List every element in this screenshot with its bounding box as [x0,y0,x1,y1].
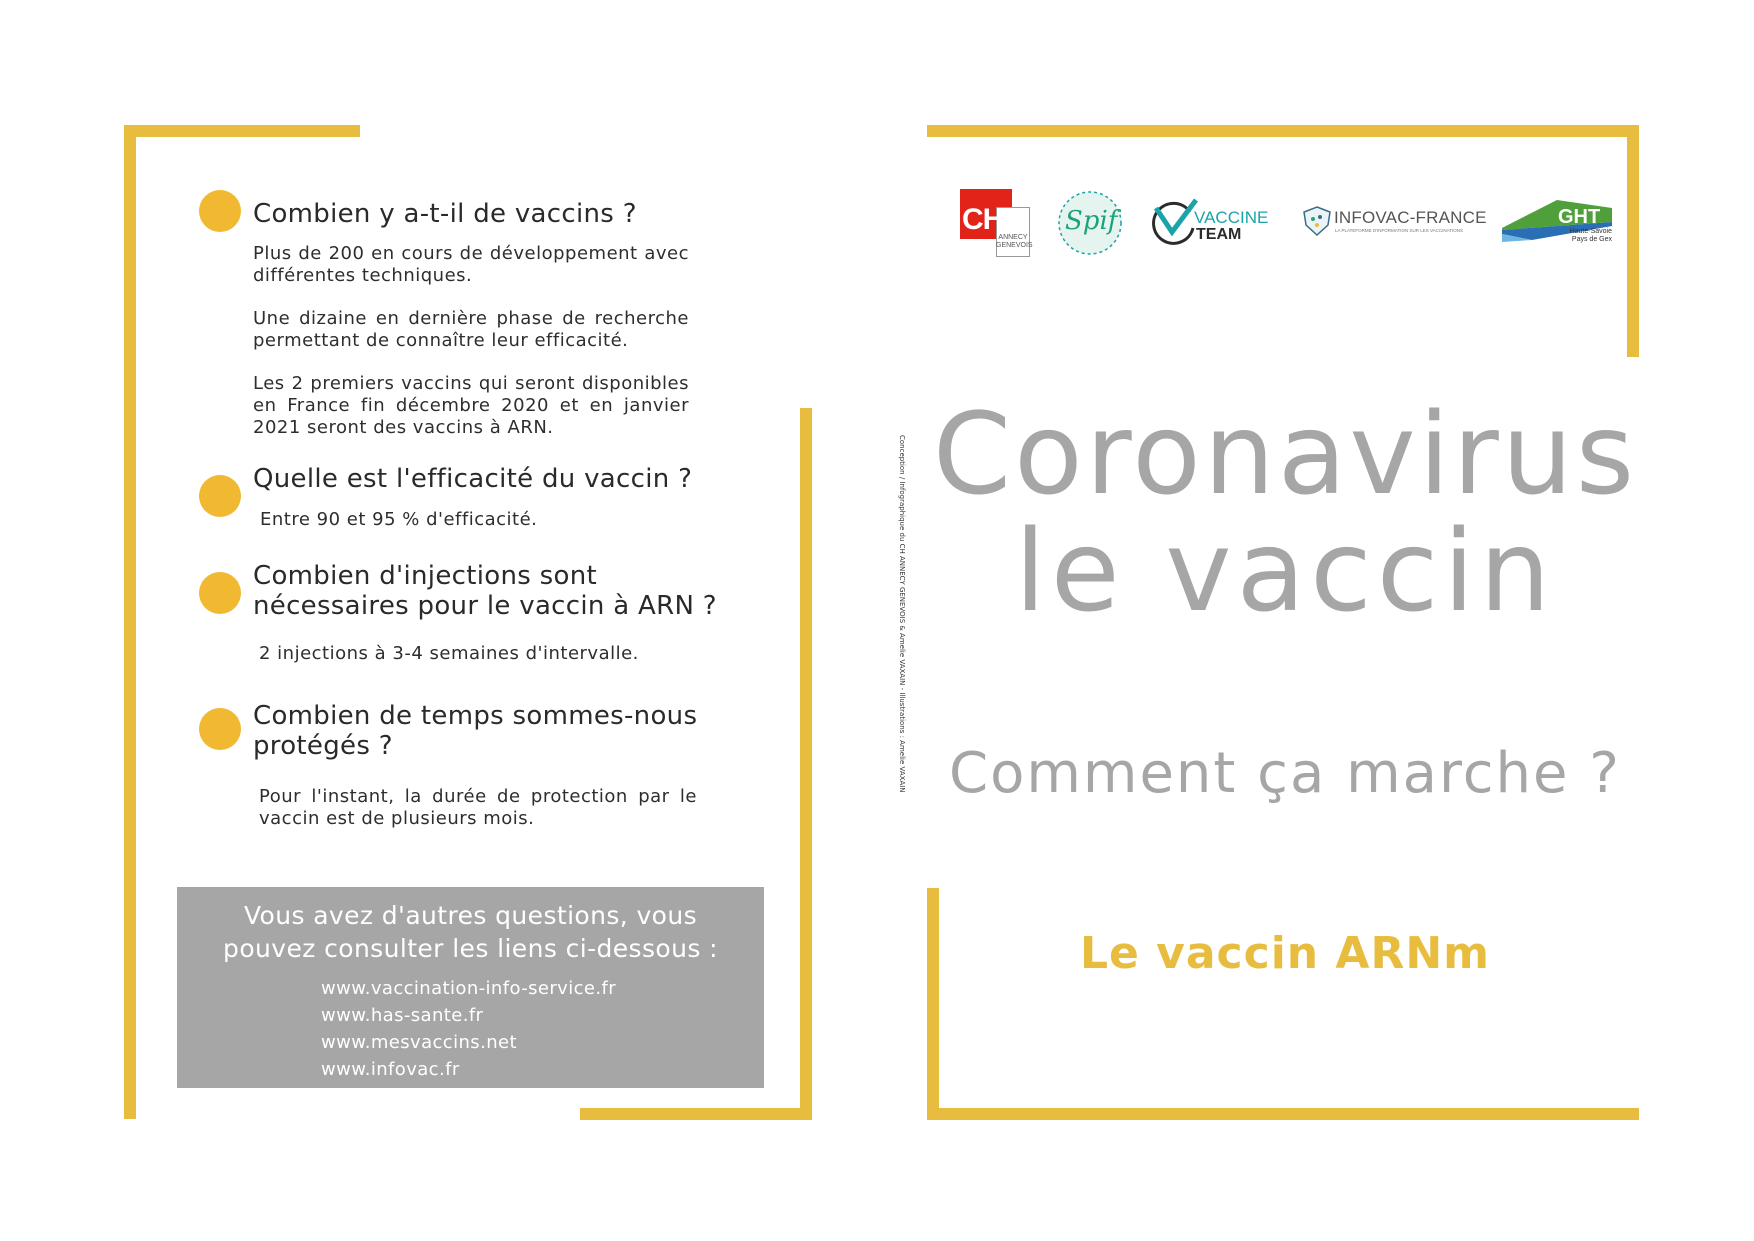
left-frame-bottom [580,1108,812,1120]
right-frame-top [927,125,1639,137]
answer-text: Pour l'instant, la durée de protection par le vaccin est de plusieurs mois. [259,786,697,829]
bullet-dot [199,475,241,517]
bullet-dot [199,190,241,232]
bullet-dot [199,572,241,614]
right-frame-right [1627,125,1639,357]
main-title-line1: Coronavirus [932,390,1638,520]
left-frame-left [124,125,136,1119]
answer-text: Plus de 200 en cours de développement avec différentes techniques. Une dizaine en dernière phase de recherche permettant de connaître leur efficacité. Les 2 premiers vaccins qui seront disponibles en France fin décembre 2020 et en janvier 2021 seront des vaccins à ARN. [253,243,689,438]
question-heading: Combien y a-t-il de vaccins ? [253,199,637,229]
ch-annecy-logo: CH ANNECY GENEVOIS [960,189,1030,257]
link-mesvaccins[interactable]: www.mesvaccins.net [321,1032,517,1053]
question-heading: Combien d'injections sont nécessaires pour le vaccin à ARN ? [253,561,717,621]
answer-text: 2 injections à 3-4 semaines d'intervalle. [259,643,639,664]
ght-logo: GHT Haute-Savoie Pays de Gex [1502,200,1612,250]
subtitle: Comment ça marche ? [949,741,1621,806]
link-vaccination-info-service[interactable]: www.vaccination-info-service.fr [321,978,617,999]
link-list [321,975,616,1083]
vaccine-team-logo: VACCINE TEAM [1150,198,1280,250]
left-frame-right [800,408,812,1120]
more-questions-box [177,887,764,1088]
link-has-sante[interactable]: www.has-sante.fr [321,1005,484,1026]
credit-text: Conception / Infographique du CH ANNECY GENEVOIS & Amelie VAXAIN - Illustrations : Amelie VAXAIN [898,435,906,793]
main-title-line2: le vaccin [1014,507,1556,637]
right-frame-left [927,888,939,1120]
info-box-heading: Vous avez d'autres questions, vous pouvez consulter les liens ci-dessous : [223,901,718,963]
bullet-dot [199,708,241,750]
spif-logo: Spif [1055,188,1125,258]
link-infovac[interactable]: www.infovac.fr [321,1059,460,1080]
right-frame-bottom [927,1108,1639,1120]
tagline: Le vaccin ARNm [1079,928,1491,979]
question-heading: Combien de temps sommes-nous protégés ? [253,701,698,761]
left-frame-top [124,125,360,137]
infovac-france-logo: INFOVAC-FRANCE LA PLATEFORME D'INFORMATION SUR LES VACCINATIONS [1302,205,1492,241]
question-heading: Quelle est l'efficacité du vaccin ? [253,464,693,494]
answer-text: Entre 90 et 95 % d'efficacité. [260,509,538,530]
